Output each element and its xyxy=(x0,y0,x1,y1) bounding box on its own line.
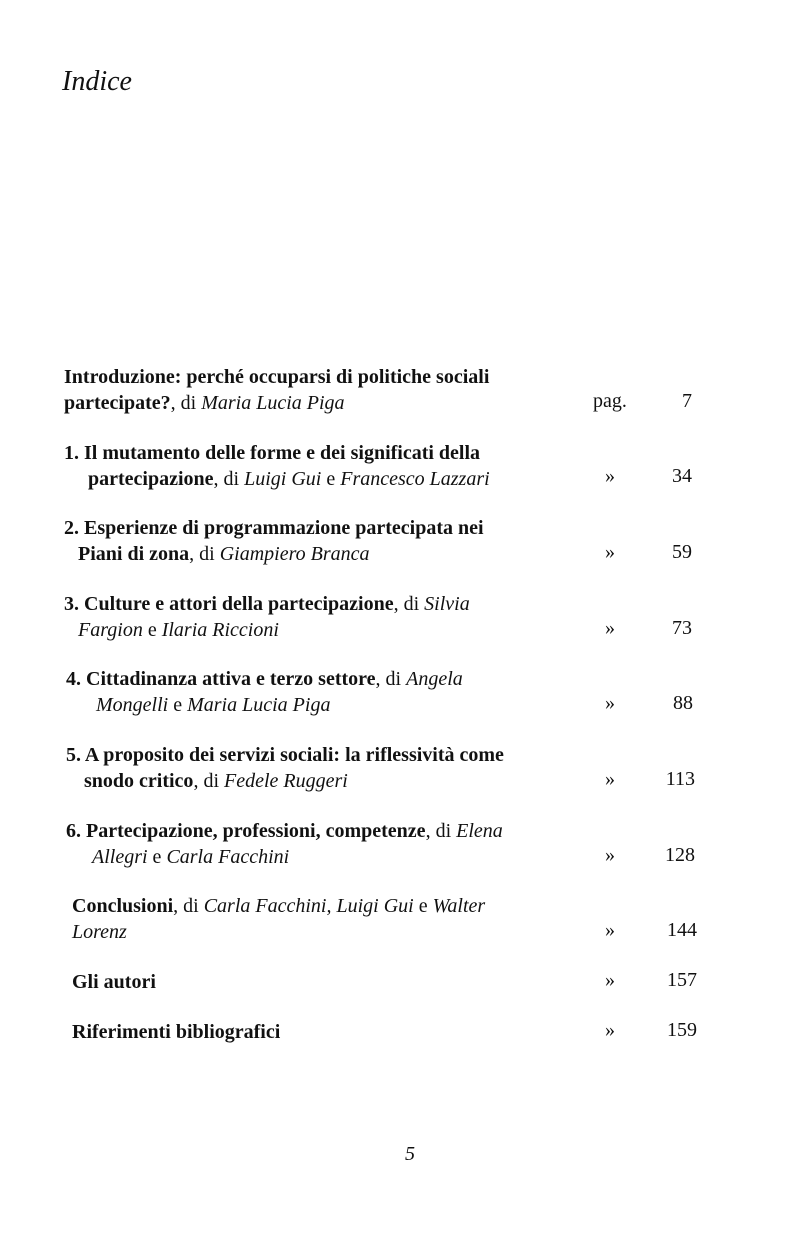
entry-author-2: Francesco Lazzari xyxy=(340,468,490,490)
entry-sep: , di xyxy=(213,468,245,490)
entry-title: 3. Culture e attori della partecipazione xyxy=(64,593,394,615)
toc-entry-3[interactable] xyxy=(64,591,470,643)
entry-author-cont: Mongelli xyxy=(96,694,169,716)
page-mark: » xyxy=(605,919,615,941)
page-mark: » xyxy=(605,617,615,639)
page-mark: » xyxy=(605,692,615,714)
entry-sep: , di xyxy=(170,392,202,414)
entry-title-cont: partecipate? xyxy=(64,392,171,414)
entry-author-cont: Allegri xyxy=(92,846,148,868)
entry-sep: , di xyxy=(425,820,457,842)
toc-entry-6[interactable] xyxy=(66,818,503,870)
entry-author-2: Maria Lucia Piga xyxy=(187,694,331,716)
page-mark: pag. xyxy=(593,390,627,412)
page-ref: 7 xyxy=(682,390,692,412)
entry-author-2: Walter xyxy=(432,895,486,917)
page-ref: 128 xyxy=(665,844,695,866)
entry-author-2: Ilaria Riccioni xyxy=(161,619,279,641)
entry-title: 5. A proposito dei servizi sociali: la riflessività come xyxy=(66,744,504,766)
page-ref: 88 xyxy=(673,692,693,714)
entry-author: Fedele Ruggeri xyxy=(224,770,348,792)
entry-author: Giampiero Branca xyxy=(219,543,370,565)
entry-and: e xyxy=(142,619,162,641)
entry-sep: , di xyxy=(189,543,220,565)
entry-author: Carla Facchini, Luigi Gui xyxy=(203,895,414,917)
entry-author: Angela xyxy=(406,668,463,690)
entry-author: Maria Lucia Piga xyxy=(201,392,345,414)
page-mark: » xyxy=(605,465,615,487)
entry-title: 4. Cittadinanza attiva e terzo settore xyxy=(66,668,376,690)
entry-author-cont: Lorenz xyxy=(72,921,127,943)
page-ref: 59 xyxy=(672,541,692,563)
page-ref: 34 xyxy=(672,465,692,487)
entry-title: 6. Partecipazione, professioni, competenze xyxy=(66,820,426,842)
page-mark: » xyxy=(605,768,615,790)
entry-and: e xyxy=(321,468,341,490)
page-ref: 159 xyxy=(667,1019,697,1041)
page-number: 5 xyxy=(405,1143,415,1165)
entry-sep: , di xyxy=(393,593,425,615)
entry-sep: , di xyxy=(193,770,224,792)
page-mark: » xyxy=(605,969,615,991)
page-ref: 144 xyxy=(667,919,697,941)
toc-entry-1[interactable] xyxy=(64,440,490,492)
entry-and: e xyxy=(413,895,433,917)
entry-sep: , di xyxy=(173,895,204,917)
entry-title: 1. Il mutamento delle forme e dei significati della xyxy=(64,442,481,464)
entry-author: Elena xyxy=(456,820,503,842)
entry-title: Introduzione: perché occuparsi di politiche sociali xyxy=(64,366,490,388)
entry-sep: , di xyxy=(375,668,407,690)
entry-author: Silvia xyxy=(424,593,470,615)
toc-entry-2[interactable] xyxy=(64,515,484,567)
page-ref: 73 xyxy=(672,617,692,639)
page-title: Indice xyxy=(62,66,132,97)
page-mark: » xyxy=(605,844,615,866)
entry-title: 2. Esperienze di programmazione partecipata nei xyxy=(64,517,484,539)
entry-author-cont: Fargion xyxy=(78,619,143,641)
entry-and: e xyxy=(147,846,167,868)
toc-entry-introduzione[interactable] xyxy=(64,364,489,416)
entry-title: Gli autori xyxy=(72,971,156,993)
toc-entry-5[interactable] xyxy=(66,742,504,794)
entry-title-cont: Piani di zona xyxy=(78,543,190,565)
page-mark: » xyxy=(605,1019,615,1041)
toc-entry-riferimenti[interactable] xyxy=(72,1019,280,1045)
entry-title: Conclusioni xyxy=(72,895,174,917)
page-ref: 157 xyxy=(667,969,697,991)
toc-entry-4[interactable] xyxy=(66,666,463,718)
entry-author-2: Carla Facchini xyxy=(166,846,290,868)
toc-entry-gli-autori[interactable] xyxy=(72,969,156,995)
entry-and: e xyxy=(168,694,188,716)
toc-entry-conclusioni[interactable] xyxy=(72,893,485,945)
entry-title-cont: partecipazione xyxy=(88,468,214,490)
page-mark: » xyxy=(605,541,615,563)
entry-author: Luigi Gui xyxy=(244,468,322,490)
page-ref: 113 xyxy=(665,768,695,790)
entry-title: Riferimenti bibliografici xyxy=(72,1021,281,1043)
entry-title-cont: snodo critico xyxy=(84,770,194,792)
